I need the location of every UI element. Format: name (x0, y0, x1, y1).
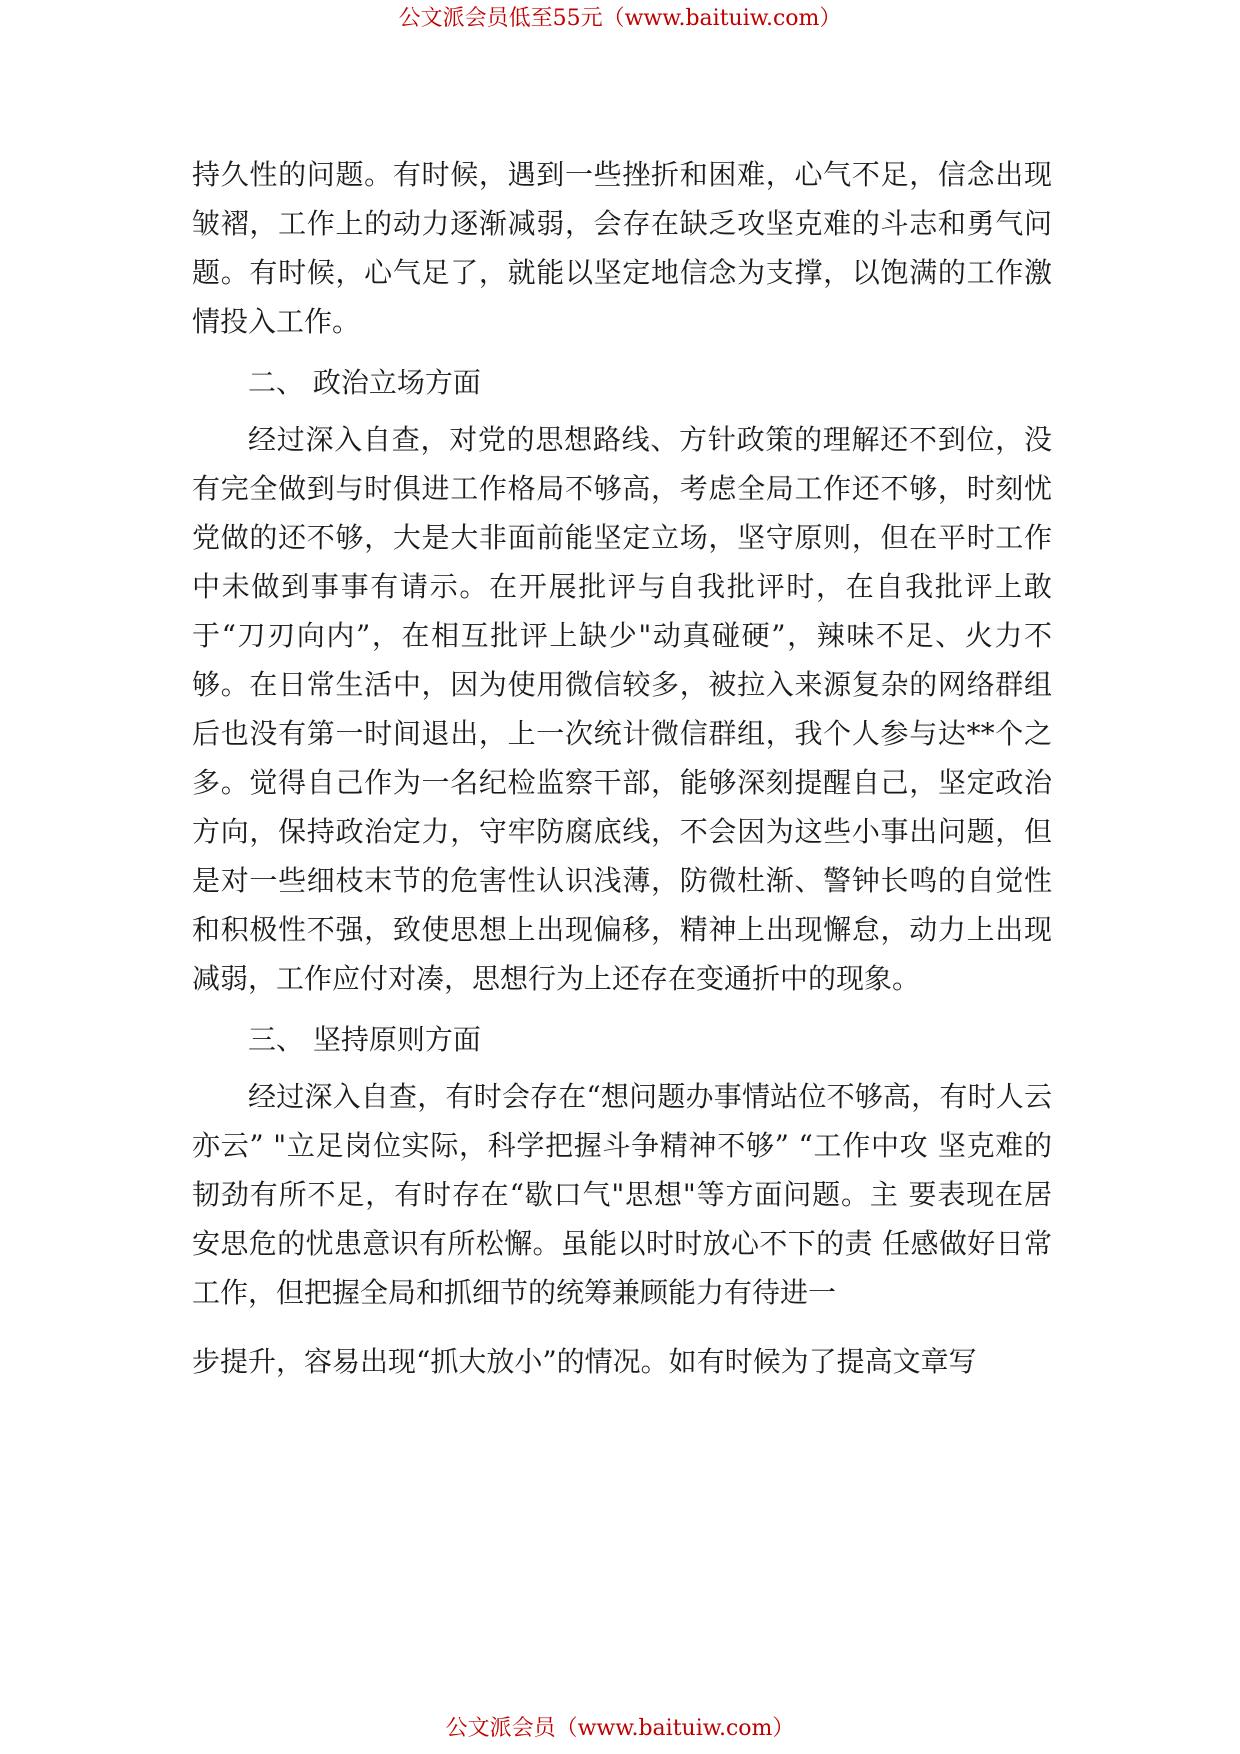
page-header: 公文派会员低至55元（www.baituiw.com） (398, 6, 842, 31)
paragraph-principles: 经过深入自查，有时会存在“想问题办事情站位不够高，有时人云亦云” "立足岗位实际，科学把握斗争精神不够” “工作中攻 坚克难的韧劲有所不足，有时存在“歇口气"思想"等方面问题。主 要表现在居安思危的忧患意识有所松懈。虽能以时时放心不下的责 任感做好日常工作，但把握全局和抓细节的统筹兼顾能力有待进一 (192, 1080, 1052, 1309)
paragraph-continued: 持久性的问题。有时候，遇到一些挫折和困难，心气不足，信念出现皱褶，工作上的动力逐渐减弱，会存在缺乏攻坚克难的斗志和勇气问题。有时候，心气足了，就能以坚定地信念为支撑，以饱满的工作激情投入工作。 (192, 158, 1052, 338)
paragraph-political-stance: 经过深入自查，对党的思想路线、方针政策的理解还不到位，没有完全做到与时俱进工作格局不够高，考虑全局工作还不够，时刻忧党做的还不够，大是大非面前能坚定立场，坚守原则，但在平时工作中未做到事事有请示。在开展批评与自我批评时，在自我批评上敢于“刀刃向内”，在相互批评上缺少"动真碰硬”，辣味不足、火力不够。在日常生活中，因为使用微信较多，被拉入来源复杂的网络群组后也没有第一时间退出，上一次统计微信群组，我个人参与达**个之多。觉得自己作为一名纪检监察干部，能够深刻提醒自己，坚定政治方向，保持政治定力，守牢防腐底线，不会因为这些小事出问题，但是对一些细枝末节的危害性认识浅薄，防微杜渐、警钟长鸣的自觉性和积极性不强，致使思想上出现偏移，精神上出现懈怠，动力上出现减弱，工作应付对凑，思想行为上还存在变通折中的现象。 (192, 423, 1052, 995)
paragraph-continued-end: 步提升，容易出现“抓大放小”的情况。如有时候为了提高文章写 (192, 1345, 977, 1378)
page-footer: 公文派会员（www.baituiw.com） (445, 1716, 795, 1741)
document-body (192, 150, 1052, 1386)
section-heading-3: 三、 坚持原则方面 (248, 1023, 481, 1056)
section-heading-2: 二、 政治立场方面 (248, 366, 481, 399)
